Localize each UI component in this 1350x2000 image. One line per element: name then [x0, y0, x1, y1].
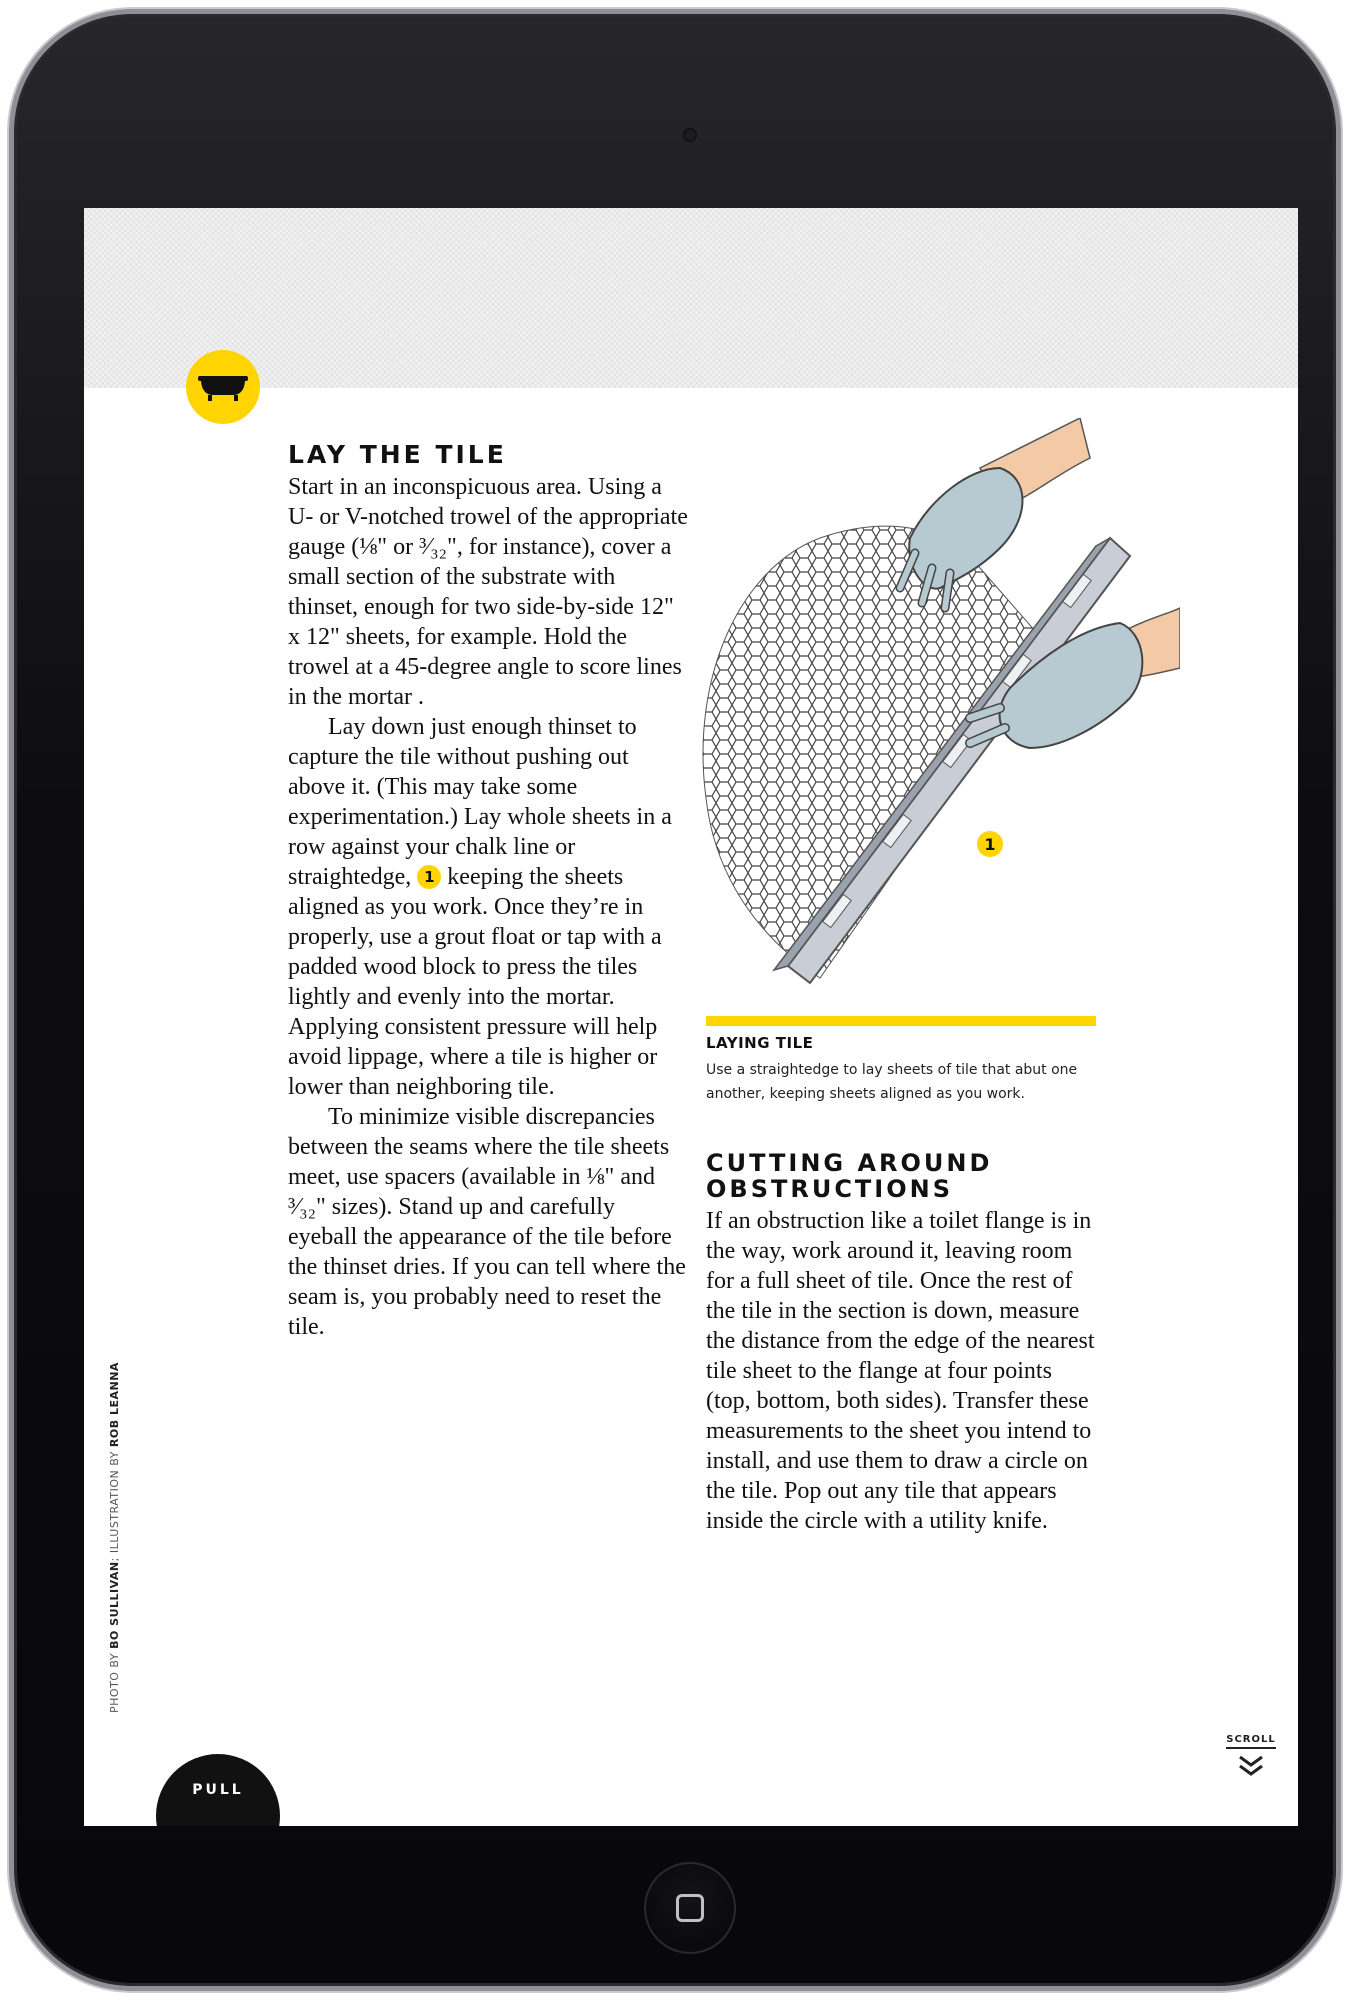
pull-tab-button[interactable] — [156, 1754, 280, 1826]
upper-gloved-hand — [900, 418, 1090, 608]
cutting-body — [706, 1206, 1096, 1536]
credit-photo-prefix: PHOTO BY — [108, 1648, 121, 1713]
hex-tile-sheet — [703, 526, 1050, 978]
callout-1-figure — [977, 831, 1003, 857]
lay-tile-paragraph-2-start: Lay down just enough thinset to capture the tile without pushing out above it. (This may take some experimentation.) Lay whole sheets in a row against your chalk line or straightedge, — [288, 714, 672, 890]
tablet-frame — [14, 14, 1336, 1986]
heading-cutting-around-obstructions: CUTTING AROUND OBSTRUCTIONS — [706, 1149, 993, 1203]
callout-1-figure-label: 1 — [984, 835, 996, 854]
pull-label: PULL — [192, 1782, 244, 1798]
lay-tile-paragraph-2-end: keeping the sheets aligned as you work. Once they’re in properly, use a grout float or tap with a padded wood block to press the tiles lightly and evenly into the mortar. Applying consistent pressure will help avoid lippage, where a tile is higher or lower than neighboring tile. — [288, 864, 662, 1100]
lay-tile-paragraph-1: Start in an inconspicuous area. Using a U- or V-notched trowel of the appropriate gauge (⅛" or ³⁄₃₂", for instance), cover a small section of the substrate with thinset, enough for two side-by-side 12" x 12" sheets, for example. Hold the trowel at a 45-degree angle to score lines in the mortar . — [288, 474, 688, 710]
caption-title: LAYING TILE — [706, 1034, 814, 1052]
credit-photographer: BO SULLIVAN — [108, 1561, 121, 1649]
credit-illustration-prefix: ; ILLUSTRATION BY — [108, 1447, 121, 1562]
screen — [84, 208, 1298, 1826]
bathtub-icon — [196, 364, 250, 410]
front-camera — [683, 128, 697, 142]
caption-text: Use a straightedge to lay sheets of tile that abut one another, keeping sheets aligned as you work. — [706, 1062, 1078, 1102]
heading-lay-the-tile: LAY THE TILE — [288, 440, 507, 469]
lay-tile-paragraph-2 — [288, 712, 688, 1102]
home-square-icon — [676, 1894, 704, 1922]
cutting-paragraph: If an obstruction like a toilet flange is in the way, work around it, leaving room for a full sheet of tile. Once the rest of the tile in the section is down, measure the distance from the edge of the nearest tile sheet to the flange at four points (top, bottom, both sides). Transfer these measurements to the sheet you intend to install, and use them to draw a circle on the tile. Pop out any tile that appears inside the circle with a utility knife. — [706, 1208, 1095, 1534]
credit-illustrator: ROB LEANNA — [108, 1362, 121, 1448]
scroll-indicator[interactable] — [1226, 1734, 1276, 1794]
header-pattern-band — [84, 208, 1298, 388]
laying-tile-illustration — [700, 418, 1180, 988]
home-button[interactable] — [644, 1862, 736, 1954]
photo-credit — [108, 1362, 121, 1713]
lay-tile-paragraph-3: To minimize visible discrepancies between the seams where the tile sheets meet, use spacers (available in ⅛" and ³⁄₃₂" sizes). Stand up and carefully eyeball the appearance of the tile before the thinset dries. If you can tell where the seam is, you probably need to reset the tile. — [288, 1104, 686, 1340]
scroll-label: SCROLL — [1226, 1734, 1276, 1749]
section-badge — [186, 350, 260, 424]
double-chevron-down-icon — [1236, 1753, 1266, 1779]
callout-1-inline: 1 — [417, 865, 441, 889]
caption-accent-bar — [706, 1016, 1096, 1026]
lay-tile-body — [288, 472, 688, 1342]
